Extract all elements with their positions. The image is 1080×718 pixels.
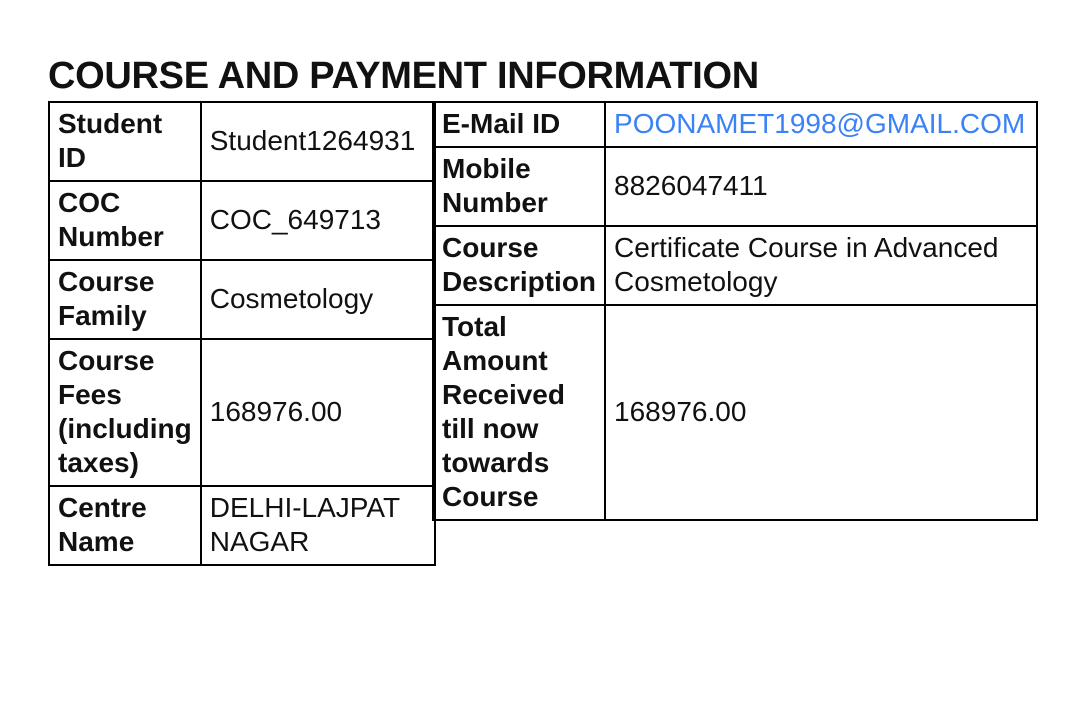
- course-description-value: Certificate Course in Advanced Cosmetology: [605, 226, 1037, 305]
- student-id-label: Student ID: [49, 102, 201, 181]
- table-row: [49, 260, 435, 339]
- total-amount-label: Total Amount Received till now towards Course: [433, 305, 605, 520]
- email-id-cell: [605, 102, 1037, 147]
- table-row: [433, 102, 1037, 147]
- course-info-table: [48, 101, 436, 566]
- coc-number-label: COC Number: [49, 181, 201, 260]
- table-row: [49, 102, 435, 181]
- table-row: [433, 226, 1037, 305]
- table-row: [49, 486, 435, 565]
- email-link[interactable]: POONAMET1998@GMAIL.COM: [614, 108, 1026, 139]
- student-id-value: Student1264931: [201, 102, 435, 181]
- course-fees-label: Course Fees (including taxes): [49, 339, 201, 486]
- email-id-label: E-Mail ID: [433, 102, 605, 147]
- table-row: [433, 305, 1037, 520]
- table-row: [49, 181, 435, 260]
- centre-name-label: Centre Name: [49, 486, 201, 565]
- course-family-label: Course Family: [49, 260, 201, 339]
- centre-name-value: DELHI-LAJPAT NAGAR: [201, 486, 435, 565]
- course-family-value: Cosmetology: [201, 260, 435, 339]
- total-amount-value: 168976.00: [605, 305, 1037, 520]
- coc-number-value: COC_649713: [201, 181, 435, 260]
- payment-info-table: [432, 101, 1038, 521]
- page-title: COURSE AND PAYMENT INFORMATION: [48, 55, 759, 97]
- mobile-number-label: Mobile Number: [433, 147, 605, 226]
- mobile-number-value: 8826047411: [605, 147, 1037, 226]
- course-fees-value: 168976.00: [201, 339, 435, 486]
- table-row: [433, 147, 1037, 226]
- course-description-label: Course Description: [433, 226, 605, 305]
- table-row: [49, 339, 435, 486]
